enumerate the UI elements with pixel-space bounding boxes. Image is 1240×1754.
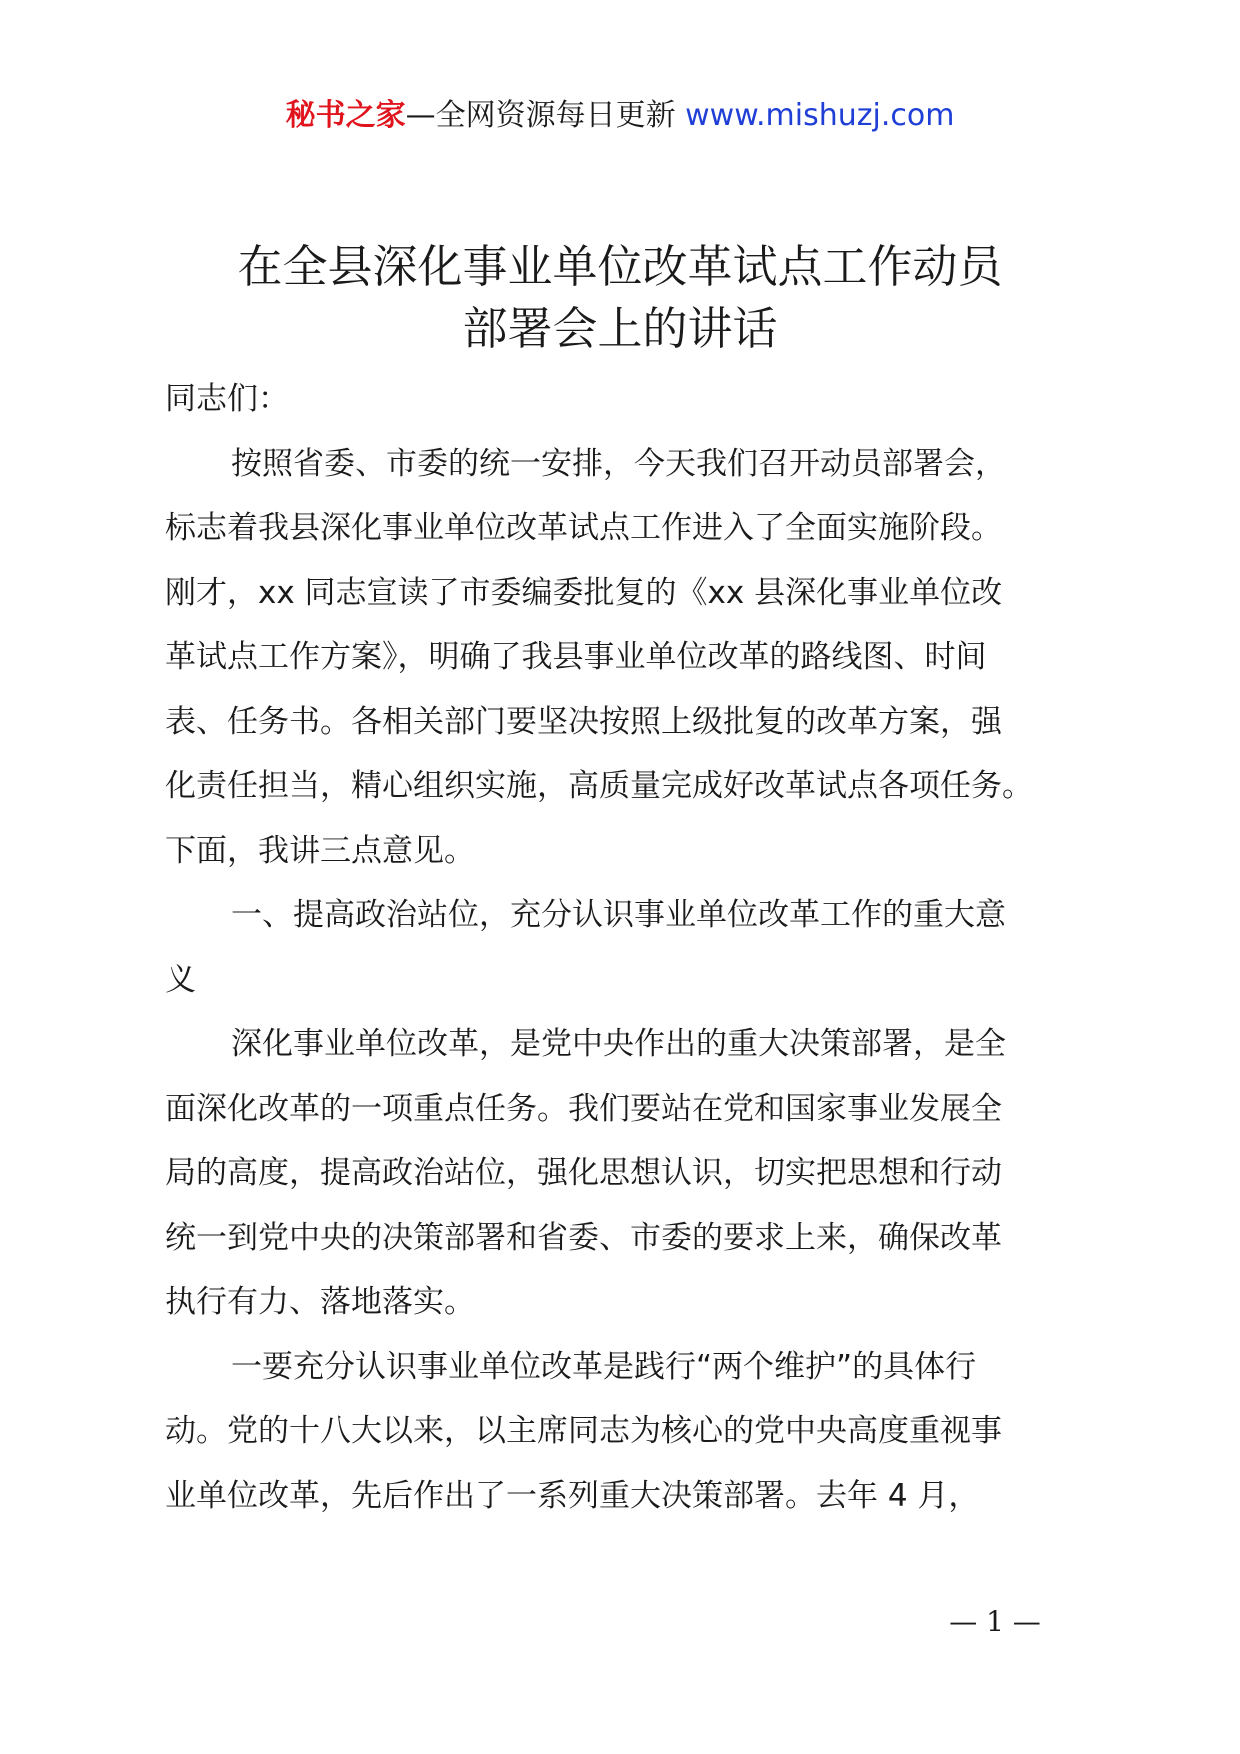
body-line: 标志着我县深化事业单位改革试点工作进入了全面实施阶段。 [165, 510, 1002, 546]
body-line: 局的高度，提高政治站位，强化思想认识，切实把思想和行动 [165, 1155, 1002, 1191]
title-line-2: 部署会上的讲话 [462, 302, 778, 355]
body-line: 革试点工作方案》，明确了我县事业单位改革的路线图、时间 [165, 639, 987, 675]
body-line: 执行有力、落地落实。 [165, 1284, 475, 1320]
body-line: 刚才，xx 同志宣读了市委编委批复的《xx 县深化事业单位改 [165, 574, 1003, 611]
banner-brand: 秘书之家 [285, 98, 406, 133]
banner-slogan: —全网资源每日更新 [405, 98, 686, 133]
salutation: 同志们： [165, 381, 289, 417]
document-title [0, 236, 1240, 360]
banner-url-link[interactable]: www.mishuzj.com [685, 98, 955, 133]
body-line: 按照省委、市委的统一安排，今天我们召开动员部署会， [231, 445, 1006, 482]
body-line: 化责任担当，精心组织实施，高质量完成好改革试点各项任务。 [165, 768, 1033, 804]
body-line: 一要充分认识事业单位改革是践行“两个维护”的具体行 [231, 1348, 977, 1385]
section-heading: 一、提高政治站位，充分认识事业单位改革工作的重大意 [231, 897, 1006, 933]
body-line: 表、任务书。各相关部门要坚决按照上级批复的改革方案，强 [165, 703, 1002, 740]
site-banner [0, 96, 1240, 136]
body-line: 深化事业单位改革，是党中央作出的重大决策部署，是全 [231, 1026, 1006, 1062]
title-line-1: 在全县深化事业单位改革试点工作动员 [237, 240, 1003, 293]
document-body [165, 367, 1085, 1528]
body-line: 业单位改革，先后作出了一系列重大决策部署。去年 4 月， [165, 1477, 980, 1514]
body-line: 动。党的十八大以来，以主席同志为核心的党中央高度重视事 [165, 1413, 1002, 1449]
body-line: 面深化改革的一项重点任务。我们要站在党和国家事业发展全 [165, 1090, 1002, 1127]
body-line: 下面，我讲三点意见。 [165, 832, 475, 869]
body-line: 统一到党中央的决策部署和省委、市委的要求上来，确保改革 [165, 1219, 1002, 1256]
section-heading-continued: 义 [165, 961, 196, 998]
page-number: — 1 — [949, 1605, 1041, 1638]
